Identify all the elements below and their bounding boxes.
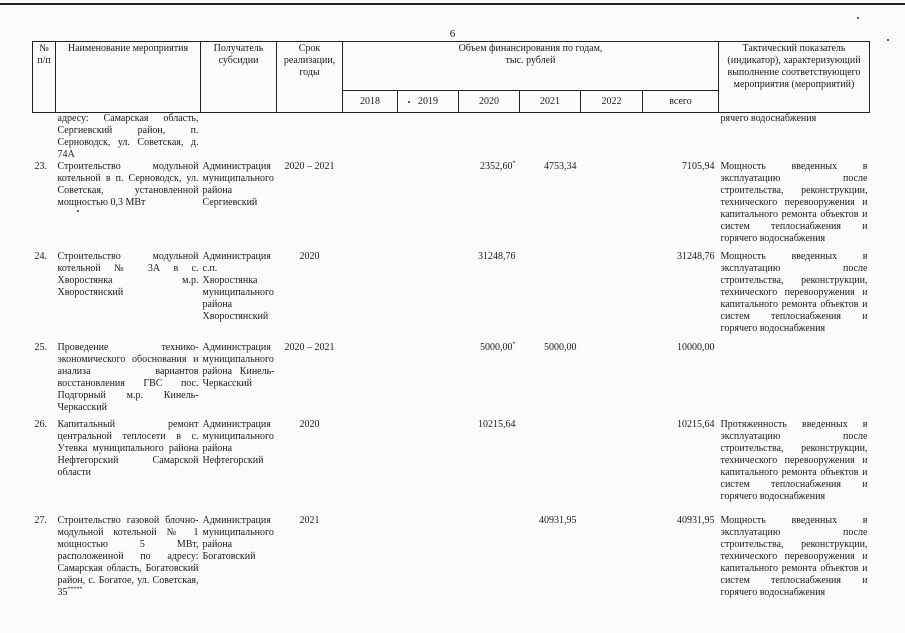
row-2019 bbox=[398, 419, 459, 515]
row-2018 bbox=[343, 342, 398, 419]
row-term: 2021 bbox=[299, 515, 320, 526]
row-total: 31248,76 bbox=[677, 251, 715, 262]
header-total: всего bbox=[643, 91, 719, 113]
funding-table bbox=[32, 41, 870, 611]
row-2022 bbox=[581, 342, 643, 419]
header-year-2021: 2021 bbox=[520, 91, 581, 113]
row-2021 bbox=[520, 419, 581, 515]
header-year-2020: 2020 bbox=[459, 91, 520, 113]
row-term: 2020 bbox=[299, 251, 320, 262]
page-number: 6 bbox=[449, 28, 456, 40]
row-term: 2020 – 2021 bbox=[284, 342, 335, 353]
row-2021 bbox=[520, 251, 581, 342]
carryover-row bbox=[33, 113, 870, 162]
row-recipient: Администрация муниципального района Богатовский bbox=[202, 515, 274, 562]
row-num: 25. bbox=[34, 342, 47, 353]
row-2020 bbox=[459, 515, 520, 611]
row-name: Капитальный ремонт центральной теплосети в с. Утевка муниципального района Нефтегорский Самарской области bbox=[57, 419, 199, 478]
table-row bbox=[33, 251, 870, 342]
scan-speck bbox=[857, 17, 859, 19]
row-2022 bbox=[581, 161, 643, 251]
row-2018 bbox=[343, 419, 398, 515]
header-recipient: Получатель субсидии bbox=[201, 42, 277, 113]
row-num: 23. bbox=[34, 161, 47, 172]
row-recipient: Администрация муниципального района Нефтегорский bbox=[202, 419, 274, 466]
row-2022 bbox=[581, 419, 643, 515]
row-num: 24. bbox=[34, 251, 47, 262]
top-rule bbox=[0, 3, 905, 5]
row-2020: 2352,60* bbox=[480, 160, 516, 172]
row-2018 bbox=[343, 515, 398, 611]
row-2021: 4753,34 bbox=[544, 161, 577, 172]
row-indicator: Мощность введенных в эксплуатацию после строительства, реконструкции, технического перевооружения и капитального ремонта объектов и систем теплоснабжения и горячего водоснабжения bbox=[720, 515, 868, 598]
row-2020: 31248,76 bbox=[478, 251, 516, 262]
row-term: 2020 bbox=[299, 419, 320, 430]
row-indicator: Протяженность введенных в эксплуатацию после строительства, реконструкции, технического перевооружения и капитального ремонта объектов и систем теплоснабжения и горячего водоснабжения bbox=[720, 419, 868, 502]
header-funding: Объем финансирования по годам, тыс. рублей bbox=[343, 42, 719, 91]
row-2019 bbox=[398, 515, 459, 611]
row-name: Строительство модульной котельной № 3А в с. Хворостянка м.р. Хворостянский bbox=[57, 251, 199, 298]
row-recipient: Администрация с.п. Хворостянка муниципального района Хворостянский bbox=[202, 251, 274, 322]
row-2019 bbox=[398, 161, 459, 251]
row-name: Строительство газовой блочно-модульной котельной № 1 мощностью 5 МВт, расположенной по адресу: Самарская область, Богатовский район, с. Богатое, ул. Советская, 35***** bbox=[57, 515, 199, 598]
row-2022 bbox=[581, 251, 643, 342]
row-2021: 5000,00 bbox=[544, 342, 577, 353]
row-2020: 10215,64 bbox=[478, 419, 516, 430]
carryover-indicator: рячего водоснабжения bbox=[720, 113, 817, 124]
row-num: 27. bbox=[34, 515, 47, 526]
header-num: № п/п bbox=[33, 42, 56, 113]
row-2020: 5000,00* bbox=[480, 341, 516, 353]
row-indicator: Мощность введенных в эксплуатацию после строительства, реконструкции, технического перевооружения и капитального ремонта объектов и систем теплоснабжения и горячего водоснабжения bbox=[720, 161, 868, 244]
header-year-2022: 2022 bbox=[581, 91, 643, 113]
header-term: Срок реализации, годы bbox=[277, 42, 343, 113]
row-2018 bbox=[343, 251, 398, 342]
table-row bbox=[33, 342, 870, 419]
header-year-2018: 2018 bbox=[343, 91, 398, 113]
row-indicator bbox=[719, 342, 870, 419]
row-2019 bbox=[398, 342, 459, 419]
row-2021: 40931,95 bbox=[539, 515, 577, 526]
row-total: 10000,00 bbox=[677, 342, 715, 353]
header-indicator: Тактический показатель (индикатор), характеризующий выполнение соответствующего мероприятия (мероприятий) bbox=[719, 42, 870, 113]
row-recipient: Администрация муниципального района Кинель-Черкасский bbox=[202, 342, 275, 389]
row-2022 bbox=[581, 515, 643, 611]
row-indicator: Мощность введенных в эксплуатацию после строительства, реконструкции, технического перевооружения и капитального ремонта объектов и систем теплоснабжения и горячего водоснабжения bbox=[720, 251, 868, 334]
carryover-name: адресу: Самарская область, Сергиевский район, п. Серноводск, ул. Советская, д. 74А bbox=[57, 113, 199, 160]
row-term: 2020 – 2021 bbox=[284, 161, 335, 172]
row-name: Проведение технико-экономического обоснования и анализа вариантов восстановления ГВС пос. Подгорный м.р. Кинель-Черкасский bbox=[57, 342, 199, 413]
table-row bbox=[33, 419, 870, 515]
row-total: 7105,94 bbox=[682, 161, 715, 172]
row-2018 bbox=[343, 161, 398, 251]
row-name: Строительство модульной котельной в п. Серноводск, ул. Советская, установленной мощностью 0,3 МВт bbox=[57, 161, 199, 208]
row-2019 bbox=[398, 251, 459, 342]
row-num: 26. bbox=[34, 419, 47, 430]
header-name: Наименование мероприятия bbox=[56, 42, 201, 113]
row-total: 10215,64 bbox=[677, 419, 715, 430]
row-total: 40931,95 bbox=[677, 515, 715, 526]
header-year-2019: 2019 bbox=[398, 91, 459, 113]
row-recipient: Администрация муниципального района Сергиевский bbox=[202, 161, 274, 208]
table-row bbox=[33, 515, 870, 611]
table-row bbox=[33, 161, 870, 251]
